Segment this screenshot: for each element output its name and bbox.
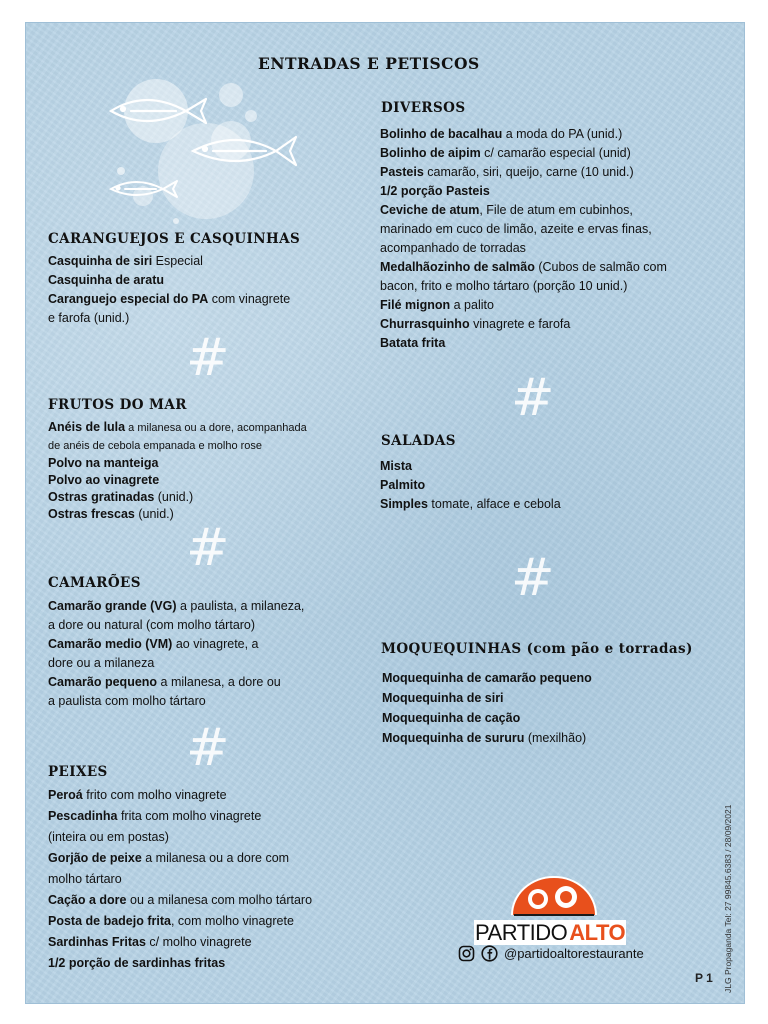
menu-item-description: vinagrete e farofa	[469, 317, 571, 331]
menu-item-description: dore ou a milaneza	[48, 656, 155, 670]
menu-item-description: ou a milanesa com molho tártaro	[126, 893, 313, 907]
menu-item-name: Simples	[380, 497, 428, 511]
menu-item-description: camarão, siri, queijo, carne (10 unid.)	[423, 165, 634, 179]
menu-item-description: c/ molho vinagrete	[145, 935, 252, 949]
menu-item-name: Pescadinha	[48, 809, 118, 823]
menu-item-line	[48, 271, 290, 290]
menu-item-description: e farofa (unid.)	[48, 311, 130, 325]
menu-item-name: Cação a dore	[48, 893, 127, 907]
menu-item-description: a paulista com molho tártaro	[48, 694, 206, 708]
section-lines-caranguejos	[48, 252, 290, 328]
menu-item-line	[48, 597, 304, 616]
menu-item-line	[48, 692, 304, 711]
menu-item-description: , com molho vinagrete	[170, 914, 294, 928]
menu-item-description: c/ camarão especial (unid)	[480, 146, 631, 160]
menu-item-name: Palmito	[380, 478, 426, 492]
logo-text-alto: ALTO	[569, 920, 626, 945]
menu-item-name: Pasteis	[380, 165, 424, 179]
menu-item-name: Posta de badejo frita	[48, 914, 171, 928]
menu-item-line	[48, 635, 304, 654]
fish-decoration	[101, 71, 301, 246]
menu-item-name: Gorjão de peixe	[48, 851, 142, 865]
menu-item-description: a milanesa, a dore ou	[157, 675, 281, 689]
logo-emblem	[474, 869, 634, 919]
menu-item-line	[48, 827, 312, 848]
section-lines-peixes	[48, 785, 312, 974]
menu-item-line	[380, 182, 667, 201]
menu-item-description: molho tártaro	[48, 872, 122, 886]
menu-item-line	[380, 163, 667, 182]
menu-item-line	[382, 668, 592, 688]
menu-item-line	[380, 258, 667, 277]
credit-text: JLG Propaganda Tel: 27 99845.6383 / 28/09/2021	[723, 804, 733, 993]
menu-item-name: Casquinha de aratu	[48, 273, 164, 287]
menu-item-name: Bolinho de bacalhau	[380, 127, 503, 141]
menu-item-name: Sardinhas Fritas	[48, 935, 146, 949]
menu-item-description: ao vinagrete, a	[172, 637, 259, 651]
menu-item-line	[48, 309, 290, 328]
menu-item-description: acompanhado de torradas	[380, 241, 526, 255]
section-heading-moquequinhas: MOQUEQUINHAS (com pão e torradas)	[381, 641, 693, 657]
menu-item-line	[48, 616, 304, 635]
divider-symbol: #	[186, 718, 230, 778]
menu-item-description: a palito	[450, 298, 494, 312]
menu-item-line	[48, 489, 307, 506]
menu-item-description: frito com molho vinagrete	[82, 788, 227, 802]
menu-item-line	[48, 455, 307, 472]
menu-item-line	[380, 144, 667, 163]
menu-item-line	[382, 708, 592, 728]
menu-item-name: Moquequinha de siri	[382, 691, 504, 705]
section-heading-caranguejos: CARANGUEJOS E CASQUINHAS	[48, 231, 301, 247]
menu-item-description: Especial	[152, 254, 203, 268]
menu-item-description: (Cubos de salmão com	[534, 260, 667, 274]
instagram-icon[interactable]	[458, 945, 475, 962]
menu-page	[25, 22, 745, 1004]
menu-item-line	[380, 315, 667, 334]
menu-item-name: Peroá	[48, 788, 83, 802]
menu-item-name: Batata frita	[380, 336, 446, 350]
section-lines-saladas	[380, 457, 561, 514]
menu-item-description: a milanesa ou a dore, acompanhada	[125, 422, 307, 434]
menu-item-line	[48, 911, 312, 932]
menu-item-line	[48, 419, 307, 437]
menu-item-line	[380, 220, 667, 239]
menu-item-name: Casquinha de siri	[48, 254, 153, 268]
menu-item-name: Bolinho de aipim	[380, 146, 481, 160]
menu-item-description: marinado em cuco de limão, azeite e ervas finas,	[380, 222, 652, 236]
divider-symbol: #	[186, 328, 230, 388]
menu-item-line	[48, 654, 304, 673]
section-heading-peixes: PEIXES	[48, 764, 108, 780]
menu-item-line	[380, 201, 667, 220]
menu-item-name: Moquequinha de sururu	[382, 731, 525, 745]
menu-item-name: Polvo ao vinagrete	[48, 473, 160, 487]
section-lines-moquequinhas	[382, 668, 592, 748]
menu-item-line	[380, 476, 561, 495]
section-heading-saladas: SALADAS	[381, 433, 456, 449]
menu-item-description: (unid.)	[134, 507, 174, 521]
menu-item-line	[48, 890, 312, 911]
menu-item-line	[380, 457, 561, 476]
menu-item-description: tomate, alface e cebola	[427, 497, 561, 511]
menu-item-line	[380, 239, 667, 258]
divider-symbol: #	[511, 548, 555, 608]
logo-text-partido: PARTIDO	[475, 920, 568, 945]
menu-item-name: 1/2 porção de sardinhas fritas	[48, 956, 226, 970]
menu-item-description: de anéis de cebola empanada e molho rose	[48, 440, 263, 452]
menu-item-line	[382, 728, 592, 748]
menu-item-description: a milanesa ou a dore com	[141, 851, 290, 865]
menu-item-description: (unid.)	[154, 490, 194, 504]
menu-item-name: Ceviche de atum	[380, 203, 480, 217]
menu-item-name: Anéis de lula	[48, 420, 126, 434]
menu-item-name: Moquequinha de camarão pequeno	[382, 671, 592, 685]
menu-item-line	[48, 437, 307, 455]
section-lines-diversos	[380, 125, 667, 353]
menu-item-line	[48, 953, 312, 974]
menu-item-name: Ostras gratinadas	[48, 490, 155, 504]
menu-item-description: (mexilhão)	[524, 731, 587, 745]
menu-item-name: 1/2 porção Pasteis	[380, 184, 490, 198]
section-heading-diversos: DIVERSOS	[381, 100, 466, 116]
section-lines-camaroes	[48, 597, 304, 711]
menu-item-name: Medalhãozinho de salmão	[380, 260, 535, 274]
menu-item-name: Churrasquinho	[380, 317, 470, 331]
menu-item-line	[380, 125, 667, 144]
facebook-icon[interactable]	[481, 945, 498, 962]
menu-item-line	[48, 506, 307, 523]
section-heading-camaroes: CAMARÕES	[48, 575, 141, 591]
menu-item-description: frita com molho vinagrete	[117, 809, 262, 823]
menu-item-line	[48, 290, 290, 309]
menu-item-description: bacon, frito e molho tártaro (porção 10 unid.)	[380, 279, 628, 293]
divider-symbol: #	[186, 518, 230, 578]
menu-item-line	[48, 932, 312, 953]
menu-item-line	[382, 688, 592, 708]
menu-item-description: com vinagrete	[208, 292, 291, 306]
menu-item-description: a moda do PA (unid.)	[502, 127, 623, 141]
menu-item-line	[380, 495, 561, 514]
menu-item-line	[48, 785, 312, 806]
menu-item-line	[48, 806, 312, 827]
menu-item-description: (inteira ou em postas)	[48, 830, 169, 844]
menu-item-name: Caranguejo especial do PA	[48, 292, 209, 306]
menu-item-name: Mista	[380, 459, 412, 473]
section-lines-frutos	[48, 419, 307, 523]
social-handle[interactable]: @partidoaltorestaurante	[504, 946, 644, 961]
menu-item-description: a dore ou natural (com molho tártaro)	[48, 618, 256, 632]
brand-logo	[474, 869, 634, 945]
menu-item-name: Filé mignon	[380, 298, 451, 312]
menu-item-name: Camarão medio (VM)	[48, 637, 173, 651]
divider-symbol: #	[511, 368, 555, 428]
menu-item-line	[48, 673, 304, 692]
menu-item-name: Moquequinha de cação	[382, 711, 521, 725]
menu-item-line	[380, 277, 667, 296]
menu-item-name: Camarão pequeno	[48, 675, 158, 689]
menu-item-line	[48, 869, 312, 890]
menu-item-line	[48, 472, 307, 489]
section-heading-frutos: FRUTOS DO MAR	[48, 397, 187, 413]
menu-item-description: a paulista, a milaneza,	[176, 599, 305, 613]
menu-item-line	[380, 334, 667, 353]
menu-item-name: Camarão grande (VG)	[48, 599, 177, 613]
page-number: P 1	[695, 971, 713, 985]
menu-item-description: , File de atum em cubinhos,	[479, 203, 633, 217]
menu-item-line	[48, 252, 290, 271]
menu-item-name: Polvo na manteiga	[48, 456, 159, 470]
social-row	[458, 945, 644, 962]
menu-item-name: Ostras frescas	[48, 507, 135, 521]
menu-item-line	[380, 296, 667, 315]
menu-item-line	[48, 848, 312, 869]
page-title: ENTRADAS E PETISCOS	[258, 54, 480, 73]
